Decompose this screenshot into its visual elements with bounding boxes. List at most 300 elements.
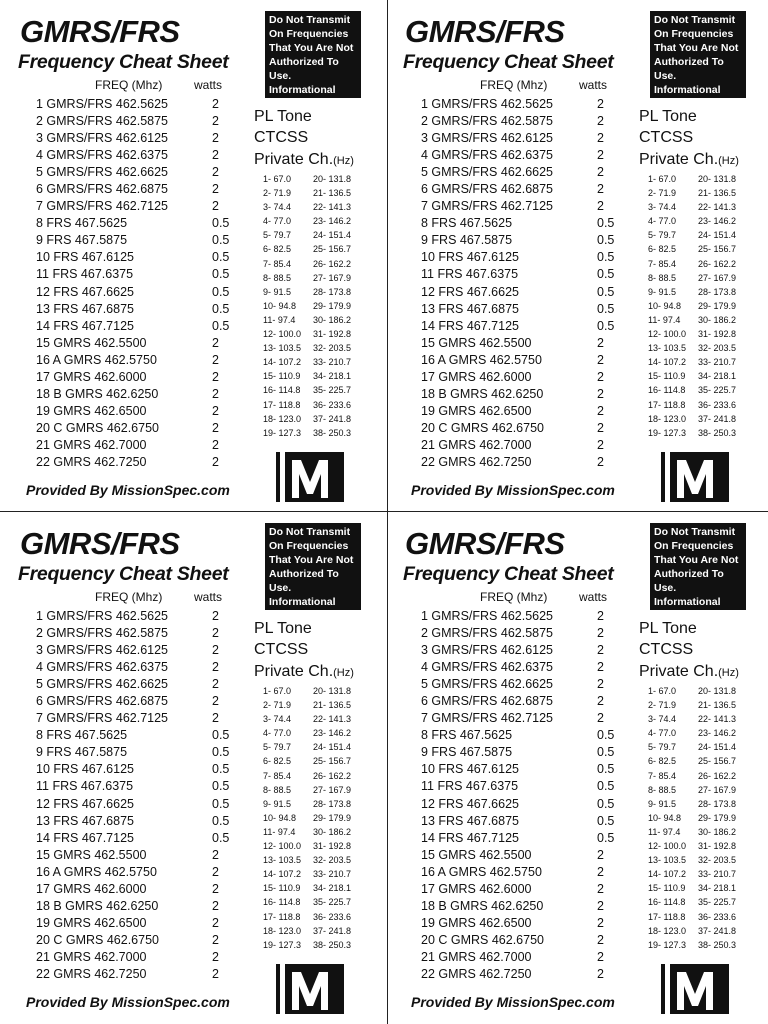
tone-entry: 1- 67.0: [648, 686, 677, 696]
channel-watts: 0.5: [212, 267, 230, 282]
channel-row: [36, 813, 246, 830]
tone-entry: 8- 88.5: [648, 272, 677, 283]
channel-row: [421, 113, 631, 130]
tone-row: [648, 853, 758, 867]
channel-watts: 2: [597, 864, 604, 879]
tone-entry: 20- 131.8: [698, 686, 737, 696]
channel-row: [36, 710, 246, 727]
tone-entry: 24- 151.4: [313, 230, 352, 241]
channel-frequency: 22 GMRS 462.7250: [421, 966, 532, 981]
channel-frequency: 13 FRS 467.6875: [36, 813, 134, 828]
ctcss-label: CTCSS: [639, 641, 694, 658]
channel-frequency: 10 FRS 467.6125: [421, 762, 519, 777]
channel-watts: 2: [597, 182, 604, 197]
channel-frequency: 10 FRS 467.6125: [36, 250, 134, 265]
tone-entry: 5- 79.7: [648, 742, 677, 753]
tone-row: [263, 355, 373, 369]
channel-frequency: 6 GMRS/FRS 462.6875: [421, 694, 554, 709]
tone-entry: 1- 67.0: [648, 174, 677, 184]
channel-watts: 2: [212, 643, 219, 658]
channel-row: [36, 830, 246, 847]
channel-row: [36, 369, 246, 386]
tone-row: [648, 881, 758, 895]
card-subtitle: Frequency Cheat Sheet: [18, 51, 229, 73]
channel-frequency: 2 GMRS/FRS 462.5875: [421, 114, 554, 129]
tone-row: [263, 839, 373, 853]
tone-entry: 10- 94.8: [648, 300, 682, 311]
channel-list: [36, 96, 246, 471]
tone-row: [648, 811, 758, 825]
tone-entry: 23- 146.2: [313, 216, 352, 227]
private-ch-label: [254, 151, 354, 169]
tone-entry: 3- 74.4: [263, 714, 292, 725]
channel-row: [421, 301, 631, 318]
tone-entry: 17- 118.8: [263, 399, 301, 410]
tone-entry: 30- 186.2: [313, 826, 352, 837]
channel-row: [36, 437, 246, 454]
channel-row: [421, 693, 631, 710]
tone-entry: 9- 91.5: [263, 798, 292, 809]
tone-entry: 4- 77.0: [263, 728, 292, 739]
channel-row: [421, 761, 631, 778]
tone-row: [648, 754, 758, 768]
tone-entry: 22- 141.3: [698, 714, 737, 725]
tone-row: [648, 186, 758, 200]
hz-unit: (Hz): [333, 155, 354, 167]
tone-entry: 33- 210.7: [698, 869, 737, 880]
channel-row: [36, 659, 246, 676]
tone-entry: 9- 91.5: [648, 798, 677, 809]
tone-entry: 27- 167.9: [313, 784, 352, 795]
tone-entry: 28- 173.8: [313, 798, 352, 809]
tone-entry: 26- 162.2: [313, 258, 352, 269]
tone-row: [263, 867, 373, 881]
channel-watts: 0.5: [212, 301, 230, 316]
tone-entry: 12- 100.0: [648, 841, 687, 852]
channel-frequency: 17 GMRS 462.6000: [36, 881, 147, 896]
tone-entry: 27- 167.9: [698, 272, 737, 283]
channel-row: [36, 284, 246, 301]
channel-watts: 2: [597, 97, 604, 111]
hz-unit: (Hz): [718, 667, 739, 679]
card-title: GMRS/FRS: [405, 14, 565, 49]
tone-row: [648, 698, 758, 712]
channel-row: [421, 659, 631, 676]
tone-entry: 12- 100.0: [263, 329, 302, 340]
freq-column-header: FREQ (Mhz): [95, 78, 163, 92]
channel-watts: 0.5: [212, 728, 230, 743]
tone-row: [648, 712, 758, 726]
channel-frequency: 15 GMRS 462.5500: [421, 335, 532, 350]
tone-entry: 33- 210.7: [698, 357, 737, 368]
channel-frequency: 15 GMRS 462.5500: [421, 847, 532, 862]
channel-row: [421, 386, 631, 403]
channel-frequency: 14 FRS 467.7125: [421, 830, 519, 845]
warning-notice: Do Not Transmit On Frequencies That You Are Not Authorized To Use. Informational Only.: [265, 523, 361, 610]
channel-row: [36, 96, 246, 113]
tone-entry: 8- 88.5: [263, 272, 292, 283]
tone-row: [263, 383, 373, 397]
channel-watts: 2: [212, 437, 219, 452]
channel-row: [421, 744, 631, 761]
tone-row: [648, 200, 758, 214]
tone-entry: 26- 162.2: [313, 770, 352, 781]
channel-watts: 2: [597, 643, 604, 658]
cheat-sheet-card: [385, 0, 768, 512]
tone-entry: 31- 192.8: [698, 329, 737, 340]
channel-frequency: 9 FRS 467.5875: [421, 233, 513, 248]
tone-entry: 24- 151.4: [698, 742, 737, 753]
tone-row: [648, 327, 758, 341]
channel-row: [421, 778, 631, 795]
channel-watts: 2: [212, 847, 219, 862]
channel-row: [36, 778, 246, 795]
tone-entry: 4- 77.0: [263, 216, 292, 227]
card-subtitle: Frequency Cheat Sheet: [18, 563, 229, 585]
channel-frequency: 18 B GMRS 462.6250: [36, 898, 159, 913]
tone-entry: 9- 91.5: [263, 286, 292, 297]
tone-entry: 20- 131.8: [313, 686, 352, 696]
channel-frequency: 10 FRS 467.6125: [421, 250, 519, 265]
channel-watts: 2: [597, 369, 604, 384]
channel-frequency: 4 GMRS/FRS 462.6375: [36, 660, 169, 675]
tone-entry: 6- 82.5: [263, 756, 292, 767]
channel-frequency: 1 GMRS/FRS 462.5625: [36, 97, 169, 111]
channel-frequency: 21 GMRS 462.7000: [421, 437, 532, 452]
tone-entry: 19- 127.3: [263, 427, 302, 438]
tone-row: [648, 684, 758, 698]
channel-watts: 2: [212, 609, 219, 623]
channel-row: [36, 676, 246, 693]
tone-entry: 18- 123.0: [648, 413, 687, 424]
channel-frequency: 9 FRS 467.5875: [421, 745, 513, 760]
private-ch-label: [639, 663, 739, 681]
tone-entry: 7- 85.4: [263, 770, 292, 781]
channel-watts: 0.5: [597, 779, 615, 794]
tone-entry: 34- 218.1: [313, 883, 352, 894]
channel-row: [36, 215, 246, 232]
channel-row: [421, 847, 631, 864]
channel-frequency: 13 FRS 467.6875: [36, 301, 134, 316]
channel-frequency: 12 FRS 467.6625: [36, 796, 134, 811]
tone-row: [648, 938, 758, 952]
tone-entry: 34- 218.1: [313, 371, 352, 382]
private-ch-text: Private Ch.: [639, 663, 719, 680]
tone-entry: 2- 71.9: [263, 188, 292, 199]
channel-frequency: 8 FRS 467.5625: [36, 728, 128, 743]
ctcss-label: CTCSS: [639, 129, 694, 146]
channel-row: [421, 813, 631, 830]
channel-frequency: 21 GMRS 462.7000: [421, 949, 532, 964]
channel-watts: 0.5: [597, 284, 615, 299]
tone-entry: 36- 233.6: [313, 911, 352, 922]
tone-entry: 8- 88.5: [648, 784, 677, 795]
channel-row: [421, 796, 631, 813]
tone-row: [263, 327, 373, 341]
channel-frequency: 21 GMRS 462.7000: [36, 437, 147, 452]
channel-row: [36, 881, 246, 898]
tone-entry: 28- 173.8: [698, 798, 737, 809]
channel-watts: 0.5: [212, 762, 230, 777]
channel-row: [36, 761, 246, 778]
channel-frequency: 6 GMRS/FRS 462.6875: [36, 182, 169, 197]
channel-watts: 2: [212, 949, 219, 964]
tone-entry: 32- 203.5: [698, 855, 737, 866]
tone-entry: 29- 179.9: [313, 812, 352, 823]
card-title: GMRS/FRS: [20, 14, 180, 49]
channel-watts: 2: [597, 335, 604, 350]
channel-row: [36, 352, 246, 369]
channel-watts: 0.5: [212, 745, 230, 760]
tone-row: [648, 299, 758, 313]
tone-entry: 21- 136.5: [313, 700, 352, 711]
tone-row: [263, 853, 373, 867]
tone-entry: 37- 241.8: [698, 413, 737, 424]
channel-row: [36, 966, 246, 983]
channel-row: [421, 318, 631, 335]
tone-row: [263, 754, 373, 768]
tone-entry: 14- 107.2: [648, 869, 687, 880]
tone-row: [648, 313, 758, 327]
channel-frequency: 18 B GMRS 462.6250: [421, 386, 544, 401]
channel-row: [36, 608, 246, 625]
tone-entry: 29- 179.9: [313, 300, 352, 311]
tone-row: [648, 426, 758, 440]
channel-watts: 2: [212, 898, 219, 913]
tone-entry: 23- 146.2: [313, 728, 352, 739]
tone-entry: 25- 156.7: [698, 244, 737, 255]
channel-frequency: 16 A GMRS 462.5750: [421, 352, 542, 367]
footer-credit: Provided By MissionSpec.com: [26, 994, 230, 1010]
channel-watts: 0.5: [597, 216, 615, 231]
freq-column-header: FREQ (Mhz): [480, 78, 548, 92]
channel-row: [36, 932, 246, 949]
channel-watts: 2: [597, 966, 604, 981]
tone-entry: 1- 67.0: [263, 174, 292, 184]
tone-row: [263, 313, 373, 327]
channel-watts: 2: [212, 199, 219, 214]
tone-entry: 17- 118.8: [648, 911, 686, 922]
channel-frequency: 19 GMRS 462.6500: [36, 915, 147, 930]
channel-frequency: 12 FRS 467.6625: [36, 284, 134, 299]
channel-watts: 0.5: [597, 796, 615, 811]
tone-row: [648, 867, 758, 881]
tone-entry: 30- 186.2: [313, 314, 352, 325]
channel-row: [421, 147, 631, 164]
tone-row: [648, 726, 758, 740]
tone-row: [648, 825, 758, 839]
tone-entry: 30- 186.2: [698, 826, 737, 837]
channel-watts: 2: [597, 420, 604, 435]
channel-watts: 2: [597, 677, 604, 692]
footer-credit: Provided By MissionSpec.com: [411, 994, 615, 1010]
channel-frequency: 20 C GMRS 462.6750: [421, 932, 544, 947]
channel-row: [36, 915, 246, 932]
channel-watts: 2: [212, 97, 219, 111]
channel-frequency: 16 A GMRS 462.5750: [421, 864, 542, 879]
channel-watts: 0.5: [597, 728, 615, 743]
channel-watts: 0.5: [212, 796, 230, 811]
channel-frequency: 22 GMRS 462.7250: [421, 454, 532, 469]
channel-frequency: 19 GMRS 462.6500: [421, 915, 532, 930]
tone-row: [263, 271, 373, 285]
channel-frequency: 11 FRS 467.6375: [421, 267, 519, 282]
channel-row: [421, 710, 631, 727]
tone-row: [263, 285, 373, 299]
tone-entry: 8- 88.5: [263, 784, 292, 795]
channel-frequency: 3 GMRS/FRS 462.6125: [36, 131, 169, 146]
channel-watts: 2: [597, 114, 604, 129]
tone-row: [263, 186, 373, 200]
channel-watts: 2: [212, 660, 219, 675]
channel-frequency: 3 GMRS/FRS 462.6125: [421, 131, 554, 146]
tone-entry: 26- 162.2: [698, 770, 737, 781]
channel-frequency: 15 GMRS 462.5500: [36, 847, 147, 862]
channel-row: [421, 676, 631, 693]
channel-watts: 0.5: [212, 233, 230, 248]
channel-watts: 2: [597, 694, 604, 709]
channel-row: [421, 420, 631, 437]
tone-entry: 25- 156.7: [313, 756, 352, 767]
watts-column-header: watts: [194, 78, 223, 92]
channel-row: [36, 744, 246, 761]
channel-watts: 2: [212, 335, 219, 350]
tone-entry: 28- 173.8: [313, 286, 352, 297]
tone-entry: 17- 118.8: [648, 399, 686, 410]
tone-entry: 35- 225.7: [313, 385, 352, 396]
channel-row: [421, 625, 631, 642]
channel-frequency: 7 GMRS/FRS 462.7125: [421, 711, 554, 726]
channel-frequency: 12 FRS 467.6625: [421, 796, 519, 811]
tone-entry: 11- 97.4: [648, 314, 681, 325]
channel-frequency: 17 GMRS 462.6000: [36, 369, 147, 384]
tone-entry: 16- 114.8: [263, 897, 301, 908]
channel-frequency: 4 GMRS/FRS 462.6375: [421, 660, 554, 675]
tone-entry: 5- 79.7: [263, 230, 292, 241]
channel-row: [421, 266, 631, 283]
channel-frequency: 11 FRS 467.6375: [36, 779, 134, 794]
channel-row: [36, 147, 246, 164]
channel-frequency: 4 GMRS/FRS 462.6375: [36, 148, 169, 163]
missionspec-logo-icon: [661, 452, 729, 502]
pl-tone-label: PL Tone: [639, 108, 697, 125]
channel-watts: 2: [212, 881, 219, 896]
tone-entry: 16- 114.8: [263, 385, 301, 396]
channel-row: [421, 369, 631, 386]
channel-frequency: 21 GMRS 462.7000: [36, 949, 147, 964]
card-title: GMRS/FRS: [20, 526, 180, 561]
tone-row: [263, 200, 373, 214]
channel-watts: 2: [597, 711, 604, 726]
ctcss-label: CTCSS: [254, 641, 309, 658]
channel-frequency: 3 GMRS/FRS 462.6125: [421, 643, 554, 658]
tone-entry: 35- 225.7: [698, 897, 737, 908]
tone-entry: 25- 156.7: [313, 244, 352, 255]
channel-watts: 2: [597, 199, 604, 214]
warning-notice: Do Not Transmit On Frequencies That You Are Not Authorized To Use. Informational Only.: [650, 11, 746, 98]
tone-row: [648, 285, 758, 299]
tone-entry: 12- 100.0: [648, 329, 687, 340]
channel-watts: 2: [212, 182, 219, 197]
tone-row: [263, 825, 373, 839]
tone-row: [263, 412, 373, 426]
tone-entry: 24- 151.4: [698, 230, 737, 241]
channel-row: [36, 693, 246, 710]
tone-entry: 34- 218.1: [698, 883, 737, 894]
tone-entry: 3- 74.4: [648, 714, 677, 725]
channel-frequency: 12 FRS 467.6625: [421, 284, 519, 299]
channel-row: [421, 198, 631, 215]
channel-watts: 2: [212, 369, 219, 384]
tone-entry: 14- 107.2: [263, 869, 302, 880]
tone-entry: 36- 233.6: [698, 911, 737, 922]
channel-row: [36, 642, 246, 659]
tone-entry: 13- 103.5: [648, 855, 687, 866]
tone-entry: 2- 71.9: [648, 188, 677, 199]
tone-entry: 3- 74.4: [263, 202, 292, 213]
tone-row: [263, 924, 373, 938]
channel-frequency: 6 GMRS/FRS 462.6875: [421, 182, 554, 197]
channel-watts: 2: [597, 352, 604, 367]
channel-frequency: 17 GMRS 462.6000: [421, 881, 532, 896]
channel-watts: 2: [597, 165, 604, 180]
channel-list: [421, 96, 631, 471]
channel-frequency: 9 FRS 467.5875: [36, 233, 128, 248]
tone-entry: 32- 203.5: [698, 343, 737, 354]
tone-entry: 2- 71.9: [648, 700, 677, 711]
footer-credit: Provided By MissionSpec.com: [411, 482, 615, 498]
channel-frequency: 20 C GMRS 462.6750: [421, 420, 544, 435]
channel-frequency: 5 GMRS/FRS 462.6625: [421, 165, 554, 180]
tone-entry: 2- 71.9: [263, 700, 292, 711]
tone-entry: 20- 131.8: [698, 174, 737, 184]
tone-list: [263, 684, 373, 952]
channel-watts: 0.5: [212, 250, 230, 265]
tone-row: [263, 811, 373, 825]
tone-entry: 19- 127.3: [648, 427, 687, 438]
channel-frequency: 20 C GMRS 462.6750: [36, 932, 159, 947]
channel-row: [421, 642, 631, 659]
channel-row: [421, 864, 631, 881]
ctcss-label: CTCSS: [254, 129, 309, 146]
channel-watts: 0.5: [597, 267, 615, 282]
tone-row: [648, 783, 758, 797]
tone-entry: 19- 127.3: [648, 939, 687, 950]
channel-row: [421, 898, 631, 915]
hz-unit: (Hz): [333, 667, 354, 679]
tone-entry: 32- 203.5: [313, 343, 352, 354]
tone-entry: 27- 167.9: [698, 784, 737, 795]
tone-entry: 31- 192.8: [313, 841, 352, 852]
channel-frequency: 16 A GMRS 462.5750: [36, 864, 157, 879]
channel-row: [421, 727, 631, 744]
tone-entry: 38- 250.3: [698, 939, 737, 950]
tone-entry: 27- 167.9: [313, 272, 352, 283]
tone-entry: 15- 110.9: [263, 371, 301, 382]
tone-entry: 5- 79.7: [263, 742, 292, 753]
tone-row: [263, 228, 373, 242]
channel-watts: 2: [597, 609, 604, 623]
channel-watts: 0.5: [597, 318, 615, 333]
vertical-cut-line: [387, 0, 388, 1024]
channel-row: [36, 864, 246, 881]
channel-row: [421, 215, 631, 232]
tone-entry: 7- 85.4: [648, 258, 677, 269]
tone-row: [263, 684, 373, 698]
channel-frequency: 7 GMRS/FRS 462.7125: [36, 199, 169, 214]
channel-row: [421, 232, 631, 249]
tone-row: [648, 839, 758, 853]
